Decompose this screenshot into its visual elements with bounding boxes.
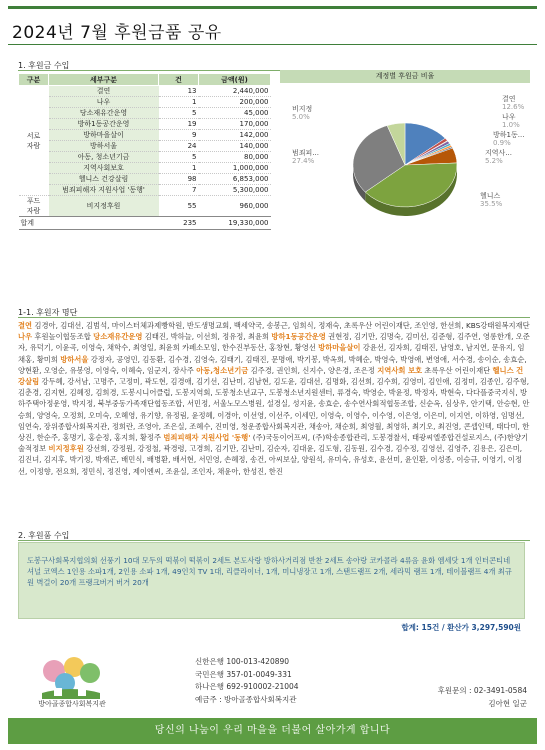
table-cell-count: 13: [159, 86, 199, 97]
table-cell-count: 9: [159, 130, 199, 141]
donor-names: (주)국동이어프씨, (주)학송종합관리, 도봉경찰서, 태광씨엘종합건설로지스, (주)한양기술적정보: [18, 433, 529, 454]
footer-banner: 당신의 나눔이 우리 마을을 더불어 살아가게 합니다: [8, 718, 537, 744]
table-cell-count: 19: [159, 119, 199, 130]
donor-names: 강정자, 공영민, 김동환, 김수경, 김영숙, 김태기, 김태진, 문명애, 박기봉, 박옥희, 박혜순, 박영숙, 박영애, 변영애, 서수경, 송이순, 송효순, 양현환, 오영순, 유봉영, 이영숙, 이혜숙, 임군지, 장사주: [18, 354, 527, 375]
pie-label-value: 1.0%: [502, 121, 520, 129]
donor-category: 범죄피해자 지원사업 '동행': [163, 433, 251, 443]
donor-category: 방하마을살이: [318, 343, 361, 353]
pie-label-value: 5.0%: [292, 113, 310, 121]
total-label: 합계: [19, 217, 49, 230]
table-cell-amount: 2,440,000: [199, 86, 271, 97]
table-cell-sub: 범죄피해자 지원사업 '동행': [49, 185, 159, 196]
donor-category: 나우: [18, 332, 33, 342]
table-cell-count: 5: [159, 152, 199, 163]
donor-names: 초록우산 어린이재단: [422, 365, 493, 375]
table-row: [19, 174, 271, 185]
section-divider: [18, 317, 530, 318]
donor-names: 강두혜, 강서남, 고명주, 고정미, 곽도현, 김경애, 김기선, 김난미, 김남현, 김도윤, 김대선, 김명화, 김선희, 김수희, 김영미, 김인애, 김정미, 김종인, 김주형, 김춘경, 김지현, 김혜정, 김희경, 도봉시니어클럽, 도봉지역회, 도봉청소년교구, 도봉청소년지원센터, 류경숙, 박영순, 박윤정, 박정자, 박현숙, 다다플중국지식, 방하주택아정운영, 박지정, 북부중동가족재단협동조합, 서민정, 서울노모스병원, 설경실, 성지윤, 송효순, 송수연사회적협동조합, 신순옥, 심상우, 안기택, 안승현, 안승희, 양영숙, 오정희, 오미숙, 오혜영, 유기향, 유정림, 윤정혜, 이경아, 이선영, 이선주, 이세민, 이영숙, 이영수, 이수영, 이은영, 이은미, 이지연, 이하영, 임명선, 임연숙, 장위종합사회복지관, 정희란, 조영아, 조은실, 조혜수, 진미영, 청운종합사회복지관, 채송아, 채순희, 최영월, 최영하, 최기오, 최진영, 콘셉인텍, 태다미, 한상진, 한순주, 홍명기, 홍순정, 홍지희, 황정주: [18, 377, 530, 443]
pie-label-name: 범죄피...: [292, 149, 319, 157]
pie-label-name: 나우: [502, 113, 516, 121]
table-total-row: [19, 217, 271, 230]
column-header: 건: [159, 74, 199, 86]
donor-names: 강윤선, 김자희, 김태진, 남영호, 남지연, 문유지, 임채홍, 황미희: [18, 343, 525, 364]
table-row: [19, 185, 271, 196]
table-row: [19, 196, 271, 217]
table-row: [19, 141, 271, 152]
donor-category: 방하1동공간운영: [271, 332, 326, 342]
account-line: 국민은행 357-01-0049-331: [195, 669, 292, 679]
donor-names: 후원높이협동조합: [32, 332, 94, 342]
top-accent-line: [8, 6, 537, 9]
table-cell-amount: 960,000: [199, 196, 271, 217]
table-cell-amount: 140,000: [199, 141, 271, 152]
total-count: 235: [159, 217, 199, 230]
column-header: 세부구분: [49, 74, 159, 86]
table-cell-sub: 방하1동공간운영: [49, 119, 159, 130]
table-cell-amount: 1,000,000: [199, 163, 271, 174]
bank-accounts: [195, 656, 299, 706]
table-cell-sub: 헬니스 건강살림: [49, 174, 159, 185]
table-cell-amount: 80,000: [199, 152, 271, 163]
table-cell-sub: 나우: [49, 97, 159, 108]
table-row: [19, 152, 271, 163]
pie-chart-title: 계정별 후원금 비율: [280, 70, 530, 83]
table-cell-count: 1: [159, 163, 199, 174]
table-cell-sub: 결연: [49, 86, 159, 97]
organization-logo: [32, 655, 110, 705]
donor-category: 지역사회 보호: [377, 365, 423, 375]
table-cell-amount: 45,000: [199, 108, 271, 119]
table-cell-count: 5: [159, 108, 199, 119]
pie-label-value: 12.6%: [502, 103, 525, 111]
table-cell-amount: 170,000: [199, 119, 271, 130]
donor-names: 권현정, 김기만, 김명숙, 김미선, 김준형, 김주연, 영롱한개, 오준자, 유덕기, 이윤곡, 이영숙, 채학수, 최영일, 최윤희 카페소모임, 한수진부동산, 홍창현, 황영선: [18, 332, 530, 353]
column-header: 구분: [19, 74, 49, 86]
table-cell-count: 7: [159, 185, 199, 196]
page-title: 2024년 7월 후원금품 공유: [12, 23, 222, 43]
account-holder: 예금주 : 방아골종합사회복지관: [195, 694, 297, 704]
pie-label-name: 헬니스: [480, 192, 501, 200]
table-cell-amount: 5,300,000: [199, 185, 271, 196]
section-divider: [18, 540, 530, 541]
table-cell-amount: 142,000: [199, 130, 271, 141]
total-amount: 19,330,000: [199, 217, 271, 230]
table-row: [19, 163, 271, 174]
table-cell-sub: 방하서울: [49, 141, 159, 152]
donor-names: 강선희, 강정원, 강정철, 곽경령, 고경희, 김기만, 김난미, 김순자, 김대윤, 김도형, 김동원, 김수경, 김수정, 김영선, 김영주, 김용은, 김은미, 김진녀, 김지후, 박기정, 박재곤, 배민식, 배병환, 배서현, 서민영, 손혜정, 송건, 아씨보살, 양원석, 유미숙, 유성호, 윤선미, 윤인환, 이성종, 이승규, 이영기, 이정선, 이정향, 전요희, 정민식, 정진영, 제이엔씨, 조윤실, 조인자, 채윤아, 한성진, 한진: [18, 444, 523, 476]
goods-list: 도봉구사회복지협의회 선풍기 10대 모두의 떡볶이 떡볶이 2세트 본도사랑 방하사거리점 반찬 2세트 송아랑 코카콜라 4류음 윤화 엠세닷 1개 인터콘티네셔널 코엑스 1인용 소파1개, 2인용 소파 1개, 49인치 TV 1대, 리클라이너, 1개, 미니냉장고 1개, 스탠드램프 2개, 세라믹 램프 1개, 테이블램프 4개 최규원 벽걸이 20개 프랭크버거 버거 20개: [18, 542, 525, 619]
pie-label-value: 5.2%: [485, 157, 503, 165]
donor-list: [18, 320, 530, 477]
table-cell-amount: 6,853,000: [199, 174, 271, 185]
goods-total: 합계: 15건 / 환산가 3,297,590원: [401, 623, 521, 632]
organization-name: 방아골종합사회복지관: [38, 700, 106, 708]
table-row: [19, 86, 271, 97]
donor-category: 헬니스 건강살림: [18, 365, 524, 387]
pie-label-value: 35.5%: [480, 200, 503, 208]
table-row: [19, 97, 271, 108]
pie-label-name: 지역사...: [485, 149, 512, 157]
pie-label-name: 결연: [502, 95, 516, 103]
account-line: 신한은행 100-013-420890: [195, 657, 290, 666]
table-cell-count: 24: [159, 141, 199, 152]
table-cell-sub: 방하마을살이: [49, 130, 159, 141]
column-header: 금액(원): [199, 74, 271, 86]
pie-chart: [280, 83, 530, 252]
pie-label-name: 비지정: [292, 105, 313, 113]
section-goods-title: 2. 후원품 수입: [18, 531, 70, 540]
table-row: [19, 130, 271, 141]
donor-category: 비지정후원: [48, 444, 84, 454]
table-cell-amount: 200,000: [199, 97, 271, 108]
contact-info: [438, 684, 527, 710]
table-cell-count: 55: [159, 196, 199, 217]
donation-table: [18, 73, 271, 230]
table-cell-count: 98: [159, 174, 199, 185]
table-cell-count: 1: [159, 97, 199, 108]
table-cell-sub: 지역사회보호: [49, 163, 159, 174]
total-empty: [49, 217, 159, 230]
account-line: 하나은행 692-910002-21004: [195, 682, 299, 692]
table-cell-sub: 비지정후원: [49, 196, 159, 217]
pie-label-name: 방하1동...: [493, 131, 525, 139]
group-label: 푸드 자람: [19, 196, 49, 217]
pie-label-value: 0.9%: [493, 139, 511, 147]
pie-label-value: 27.4%: [292, 157, 315, 165]
table-cell-sub: 당소재유간운영: [49, 108, 159, 119]
donor-category: 당소재유간운영: [93, 332, 143, 342]
donor-names: 김경아, 김대선, 김범석, 마이스터체과제빵학원, 반도생명교회, 백세약국, 송봉근, 임희식, 정재숙, 초록우산 어린이재단, 조인영, 한선희, KBS강태원복지재단: [32, 321, 530, 330]
contact-phone: 후원문의 : 02-3491-0584: [437, 686, 527, 695]
contact-person: 김아현 일군: [488, 699, 527, 708]
donor-category: 방하서울: [60, 354, 89, 364]
table-row: [19, 119, 271, 130]
table-header-row: [19, 74, 271, 86]
section-donation-title: 1. 후원금 수입: [18, 61, 70, 70]
pie-chart-panel: [280, 70, 530, 252]
donor-category: 아동,청소년기금: [196, 365, 249, 375]
section-donors-title: 1-1. 후원자 명단: [18, 308, 78, 317]
table-cell-sub: 아동, 청소년기금: [49, 152, 159, 163]
donor-names: 김주경, 권인희, 신지수, 양은경, 조은정: [248, 365, 378, 375]
title-divider: [8, 44, 537, 45]
donor-category: 결연: [18, 321, 33, 330]
donor-names: 김태진, 박하늘, 이선희, 정유정, 최윤희: [142, 332, 272, 342]
table-row: [19, 108, 271, 119]
group-label: 서로 자람: [19, 86, 49, 196]
